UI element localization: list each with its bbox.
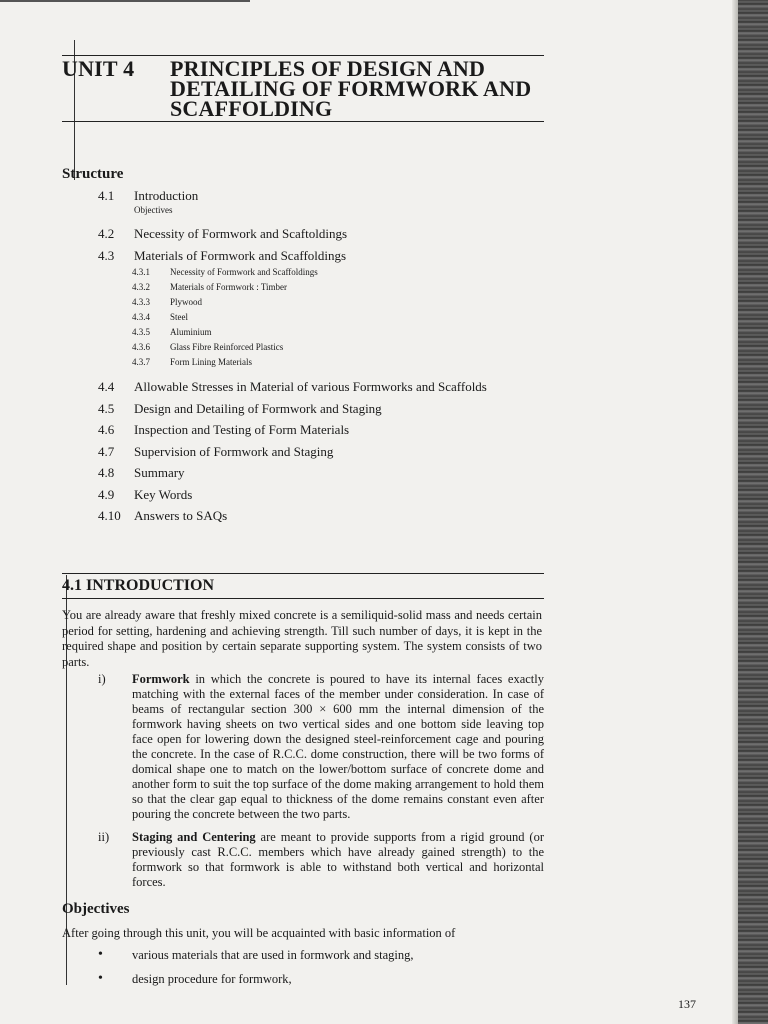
list-item-formwork bbox=[98, 672, 544, 822]
section-rule-top bbox=[62, 573, 544, 574]
toc-sublabel: Glass Fibre Reinforced Plastics bbox=[170, 342, 284, 352]
toc-subentry bbox=[98, 325, 518, 340]
toc-subnumber: 4.3.7 bbox=[132, 357, 150, 367]
toc-subentry bbox=[98, 295, 518, 310]
unit-number: UNIT 4 bbox=[62, 56, 135, 81]
toc-label: Inspection and Testing of Form Materials bbox=[134, 422, 350, 437]
toc-number: 4.6 bbox=[98, 422, 115, 437]
objectives-heading: Objectives bbox=[62, 901, 130, 917]
toc-number: 4.9 bbox=[98, 486, 115, 502]
toc-number: 4.8 bbox=[98, 465, 115, 480]
toc-subentry bbox=[98, 280, 518, 295]
toc-label: Necessity of Formwork and Scaftoldings bbox=[134, 226, 348, 241]
toc-sublabel: Necessity of Formwork and Scaffoldings bbox=[170, 267, 318, 277]
toc-label: Materials of Formwork and Scaffoldings bbox=[134, 248, 347, 263]
toc-number: 4.3 bbox=[98, 248, 115, 263]
list-marker: i) bbox=[98, 672, 106, 686]
objectives-intro: After going through this unit, you will be acquainted with basic information of bbox=[62, 926, 456, 940]
list-body bbox=[132, 672, 544, 822]
toc-number: 4.7 bbox=[98, 443, 115, 459]
toc-sublabel: Materials of Formwork : Timber bbox=[170, 282, 287, 292]
toc-sublabel: Steel bbox=[170, 312, 188, 322]
page-number: 137 bbox=[678, 997, 696, 1011]
toc-subentry bbox=[98, 355, 518, 370]
list-marker: ii) bbox=[98, 830, 110, 844]
top-rule bbox=[0, 0, 250, 2]
toc-entry bbox=[98, 441, 518, 463]
toc-subentry bbox=[98, 340, 518, 355]
toc-subnumber: 4.3.4 bbox=[132, 312, 150, 322]
toc-entry bbox=[98, 484, 518, 506]
toc-sublabel: Aluminium bbox=[170, 327, 212, 337]
unit-title-line: SCAFFOLDING bbox=[170, 96, 333, 121]
toc-subnumber: 4.3.1 bbox=[132, 267, 150, 277]
toc-entry bbox=[98, 398, 518, 420]
toc-subentry bbox=[98, 310, 518, 325]
toc-label: Answers to SAQs bbox=[134, 508, 228, 523]
toc-label: Allowable Stresses in Material of various Formworks and Scaffolds bbox=[134, 379, 487, 394]
toc-number: 4.1 bbox=[98, 188, 115, 203]
toc-label: Design and Detailing of Formwork and Staging bbox=[134, 400, 382, 416]
toc-label: Introduction bbox=[134, 188, 199, 203]
toc-subnumber: 4.3.2 bbox=[132, 282, 150, 292]
bullet-text: various materials that are used in formwork and staging, bbox=[132, 948, 414, 962]
unit-title-line: DETAILING OF FORMWORK AND bbox=[170, 76, 532, 101]
unit-title-line: PRINCIPLES OF DESIGN AND bbox=[170, 56, 486, 81]
toc-label: Supervision of Formwork and Staging bbox=[134, 443, 334, 459]
toc-subentry bbox=[98, 265, 518, 280]
toc-number: 4.10 bbox=[98, 508, 121, 523]
bullet-icon: • bbox=[98, 947, 103, 962]
bullet-text: design procedure for formwork, bbox=[132, 972, 292, 986]
toc-entry bbox=[98, 419, 518, 441]
intro-paragraph: You are already aware that freshly mixed concrete is a semiliquid-solid mass and needs certain period for setting, hardening and achieving strength. Till such number of days, it is kept in the required shape and position by certain separate supporting system. The system consists of two parts. bbox=[62, 608, 542, 669]
title-rule-bottom bbox=[62, 121, 544, 122]
list-text: in which the concrete is poured to have its internal faces exactly matching with the external faces of the member under consideration. In case of beams of rectangular section 300 × 600 mm the internal dimension of the formwork having sheets on two vertical sides and one bottom side leaving top face open for lowering down the designed steel-reinforcement cage and pouring the concrete. In the case of R.C.C. dome construction, there will be two forms of domical shape one to match on the lower/bottom surface of concrete dome and another form to suit the top surface of the dome making arrangement to hold them so that the clear gap equal to thickness of the dome remains constant even after pouring the concrete between the two parts. bbox=[132, 672, 544, 821]
table-of-contents bbox=[98, 187, 518, 527]
toc-number: 4.2 bbox=[98, 226, 115, 241]
bullet-icon: • bbox=[98, 971, 103, 986]
list-term: Staging and Centering bbox=[132, 830, 256, 844]
list-body bbox=[132, 830, 544, 890]
toc-entry bbox=[98, 505, 518, 527]
section-rule-bottom bbox=[62, 598, 544, 599]
toc-entry bbox=[98, 225, 518, 243]
toc-entry bbox=[98, 247, 518, 265]
toc-subnumber: 4.3.5 bbox=[132, 327, 150, 337]
toc-entry bbox=[98, 462, 518, 484]
toc-label: Summary bbox=[134, 465, 185, 480]
binding-edge bbox=[738, 0, 768, 1024]
unit-title-text bbox=[170, 56, 590, 121]
section-heading: 4.1 INTRODUCTION bbox=[62, 577, 215, 594]
list-text: are meant to provide supports from a rigid ground (or previously cast R.C.C. members which have already gained strength) to the formwork so that formwork is able to withstand both vertical and horizontal forces. bbox=[132, 830, 545, 889]
structure-heading: Structure bbox=[62, 166, 124, 182]
toc-subnumber: 4.3.3 bbox=[132, 297, 150, 307]
toc-sublabel: Plywood bbox=[170, 297, 203, 307]
toc-number: 4.5 bbox=[98, 400, 115, 416]
toc-number: 4.4 bbox=[98, 379, 115, 394]
toc-entry bbox=[98, 187, 518, 205]
toc-entry bbox=[98, 376, 518, 398]
list-item-staging bbox=[98, 830, 544, 890]
list-term: Formwork bbox=[132, 672, 190, 686]
toc-label: Key Words bbox=[134, 486, 193, 502]
toc-note: Objectives bbox=[134, 205, 173, 215]
toc-subnumber: 4.3.6 bbox=[132, 342, 150, 352]
toc-sublabel: Form Lining Materials bbox=[170, 357, 252, 367]
